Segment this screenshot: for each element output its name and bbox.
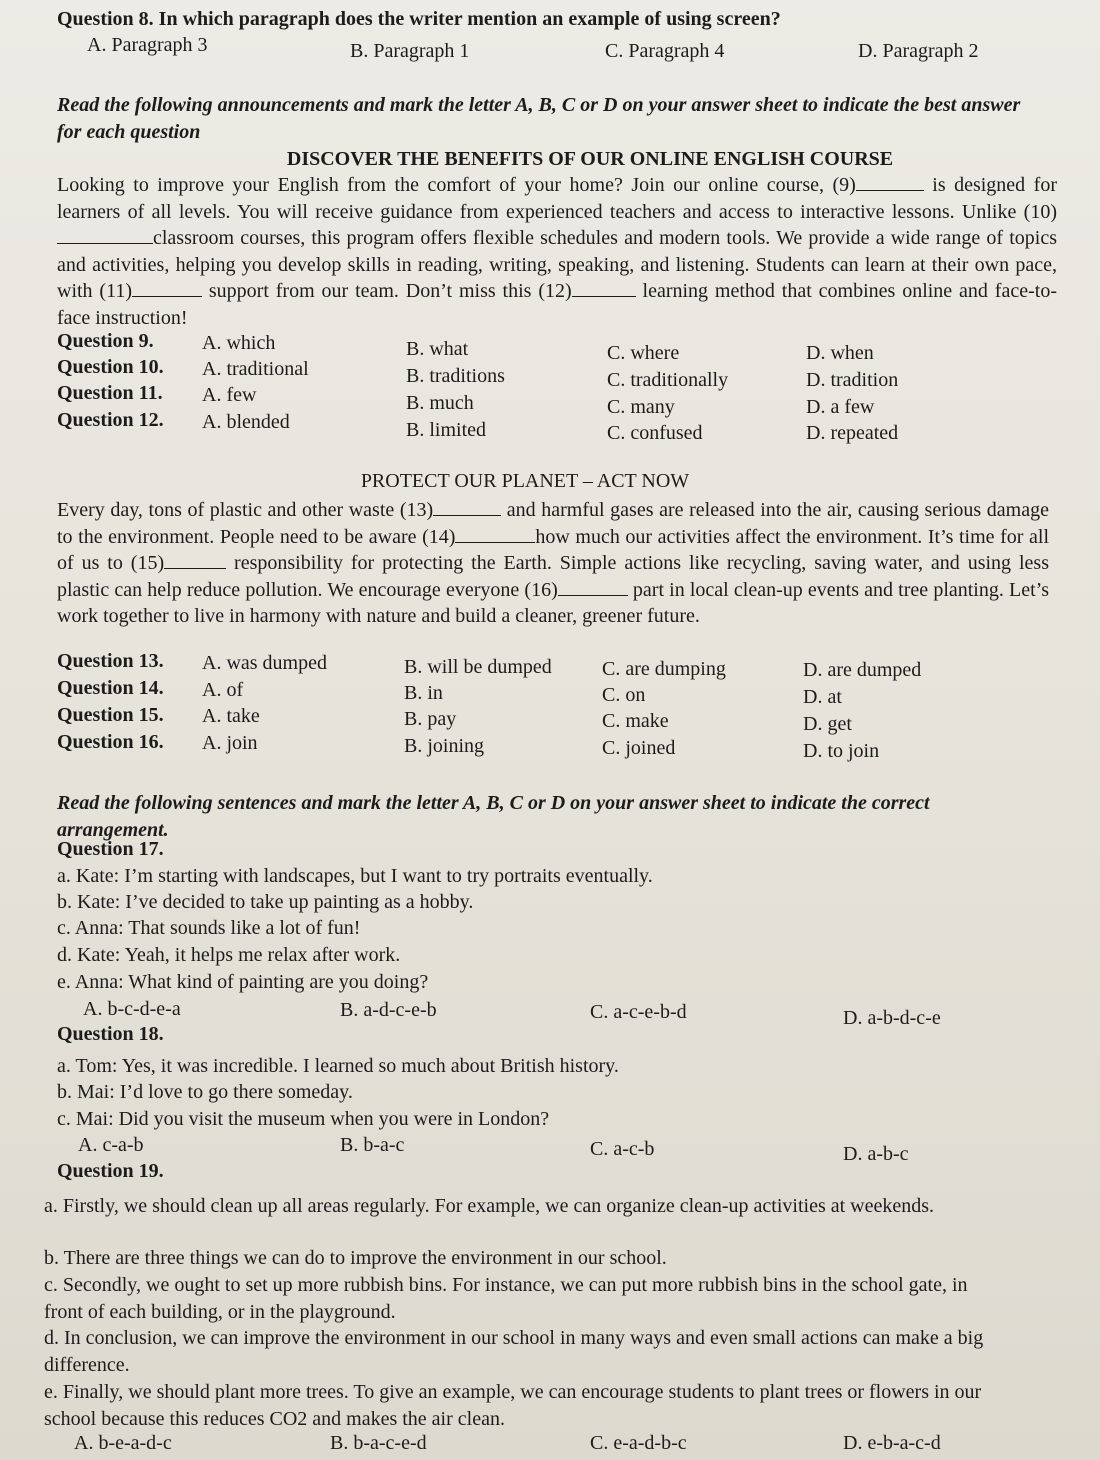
q19-option-c: C. e-a-d-b-c (590, 1432, 687, 1454)
q11-option-c: C. many (607, 396, 675, 418)
q13-option-a: A. was dumped (202, 652, 327, 674)
section1-passage (57, 172, 1057, 332)
q14-option-a: A. of (202, 679, 244, 701)
q19-item-d: d. In conclusion, we can improve the environment in our school in many ways and even small actions can make a big difference. (44, 1327, 984, 1376)
q15-label: Question 15. (57, 704, 164, 726)
q11-option-a: A. few (202, 384, 257, 406)
q17-line-b: b. Kate: I’ve decided to take up painting as a hobby. (57, 891, 474, 913)
q17-option-d: D. a-b-d-c-e (843, 1007, 941, 1029)
q10-option-c: C. traditionally (607, 369, 729, 391)
q8-stem: Question 8. In which paragraph does the writer mention an example of using screen? (57, 8, 781, 30)
q17-line-c: c. Anna: That sounds like a lot of fun! (57, 917, 361, 939)
q10-option-d: D. tradition (806, 369, 899, 391)
q11-label: Question 11. (57, 382, 163, 404)
q15-option-a: A. take (202, 705, 260, 727)
blank-13 (433, 499, 501, 516)
q18-option-a: A. c-a-b (78, 1134, 144, 1156)
q19-option-a: A. b-e-a-d-c (74, 1432, 172, 1454)
passage-text: part in local clean-up events and tree planting. Let’s work together to live in harmony with nature and build a cleaner, greener future. (57, 578, 1050, 628)
q15-option-c: C. make (602, 710, 669, 732)
passage-text: is designed for learners of all levels. You will receive guidance from experienced teachers and access to interactive lessons. Unlike (10) (57, 174, 1057, 223)
q13-option-c: C. are dumping (602, 658, 726, 680)
q19-item-e: e. Finally, we should plant more trees. To give an example, we can encourage students to plant trees or flowers in our school because this reduces CO2 and makes the air clean. (44, 1381, 982, 1430)
section1-title: DISCOVER THE BENEFITS OF OUR ONLINE ENGLISH COURSE (286, 148, 894, 170)
blank-14 (455, 526, 535, 543)
q16-label: Question 16. (57, 731, 164, 753)
q12-option-a: A. blended (202, 411, 290, 433)
q13-option-d: D. are dumped (803, 659, 922, 681)
blank-9 (856, 174, 924, 191)
blank-12 (572, 280, 636, 297)
q18-line-a: a. Tom: Yes, it was incredible. I learned so much about British history. (57, 1055, 619, 1077)
passage-text: how much our activities affect the environment. It’s time for all of us to (15) (57, 525, 1050, 575)
q18-label: Question 18. (57, 1023, 164, 1045)
passage-text: learning method that combines online and face-to-face instruction! (57, 280, 1057, 329)
q11-option-b: B. much (406, 392, 474, 414)
section2-passage (57, 497, 1049, 630)
q17-line-e: e. Anna: What kind of painting are you doing? (57, 971, 429, 993)
q19-label: Question 19. (57, 1160, 164, 1182)
q18-line-b: b. Mai: I’d love to go there someday. (57, 1081, 353, 1103)
q8-option-c: C. Paragraph 4 (605, 40, 725, 62)
q10-option-b: B. traditions (406, 365, 505, 387)
q14-label: Question 14. (57, 677, 164, 699)
passage-text: Every day, tons of plastic and other waste (13) (57, 499, 434, 521)
q8-option-d: D. Paragraph 2 (858, 40, 979, 62)
q12-option-c: C. confused (607, 422, 703, 444)
q18-option-b: B. b-a-c (340, 1134, 405, 1156)
q19-item-b: b. There are three things we can do to improve the environment in our school. (44, 1247, 667, 1269)
q17-option-b: B. a-d-c-e-b (340, 999, 437, 1021)
q18-option-d: D. a-b-c (843, 1143, 909, 1165)
q19-option-b: B. b-a-c-e-d (330, 1432, 427, 1454)
q17-option-c: C. a-c-e-b-d (590, 1001, 687, 1023)
section2-title: PROTECT OUR PLANET – ACT NOW (360, 470, 690, 492)
q17-line-a: a. Kate: I’m starting with landscapes, but I want to try portraits eventually. (57, 865, 653, 887)
q16-option-c: C. joined (602, 737, 676, 759)
q14-option-c: C. on (602, 684, 646, 706)
passage-text: responsibility for protecting the Earth. Simple actions like recycling, saving water, and using less plastic can help reduce pollution. We encourage everyone (16) (57, 552, 1049, 601)
q8-option-b: B. Paragraph 1 (350, 40, 470, 62)
q15-option-b: B. pay (404, 708, 457, 730)
passage-text: and harmful gases are released into the air, causing serious damage to the environment. People need to be aware (14) (57, 499, 1049, 548)
q14-option-b: B. in (404, 682, 443, 704)
q12-option-d: D. repeated (806, 422, 899, 444)
passage-text: classroom courses, this program offers flexible schedules and modern tools. We provide a wide range of topics and activities, helping you develop skills in reading, writing, speaking, and listening. Students can learn at their own pace, with (11) (57, 227, 1057, 303)
passage-text: Looking to improve your English from the comfort of your home? Join our online course, (9) (57, 174, 856, 196)
q10-option-a: A. traditional (202, 358, 309, 380)
section1-instruction: Read the following announcements and mark the letter A, B, C or D on your answer sheet to indicate the best answer for each question (57, 94, 1021, 143)
q16-option-b: B. joining (404, 735, 485, 757)
q9-label: Question 9. (57, 330, 154, 352)
blank-10 (57, 227, 153, 244)
q9-option-c: C. where (607, 342, 680, 364)
q18-option-c: C. a-c-b (590, 1138, 655, 1160)
q9-option-b: B. what (406, 338, 469, 360)
q9-option-a: A. which (202, 332, 276, 354)
q13-label: Question 13. (57, 650, 164, 672)
q17-line-d: d. Kate: Yeah, it helps me relax after work. (57, 944, 401, 966)
q14-option-d: D. at (803, 686, 842, 708)
passage-text: support from our team. Don’t miss this (12) (202, 280, 572, 303)
q15-option-d: D. get (803, 713, 852, 735)
q17-label: Question 17. (57, 838, 164, 860)
q17-option-a: A. b-c-d-e-a (83, 998, 181, 1020)
q10-label: Question 10. (57, 356, 164, 378)
blank-15 (164, 552, 226, 569)
q19-item-a: a. Firstly, we should clean up all areas regularly. For example, we can organize clean-up activities at weekends. (44, 1195, 935, 1217)
blank-11 (132, 280, 202, 297)
q18-line-c: c. Mai: Did you visit the museum when you were in London? (57, 1108, 550, 1130)
q16-option-a: A. join (202, 732, 258, 754)
q11-option-d: D. a few (806, 396, 875, 418)
section3-instruction: Read the following sentences and mark the letter A, B, C or D on your answer sheet to indicate the correct arrangement. (57, 792, 930, 841)
q12-option-b: B. limited (406, 419, 486, 441)
q12-label: Question 12. (57, 409, 164, 431)
q19-option-d: D. e-b-a-c-d (843, 1432, 941, 1454)
blank-16 (558, 579, 628, 596)
q8-option-a: A. Paragraph 3 (87, 34, 208, 56)
q13-option-b: B. will be dumped (404, 656, 552, 678)
q9-option-d: D. when (806, 342, 874, 364)
q19-item-c: c. Secondly, we ought to set up more rubbish bins. For instance, we can put more rubbish bins in the school gate, in front of each building, or in the playground. (44, 1274, 968, 1323)
q16-option-d: D. to join (803, 740, 880, 762)
